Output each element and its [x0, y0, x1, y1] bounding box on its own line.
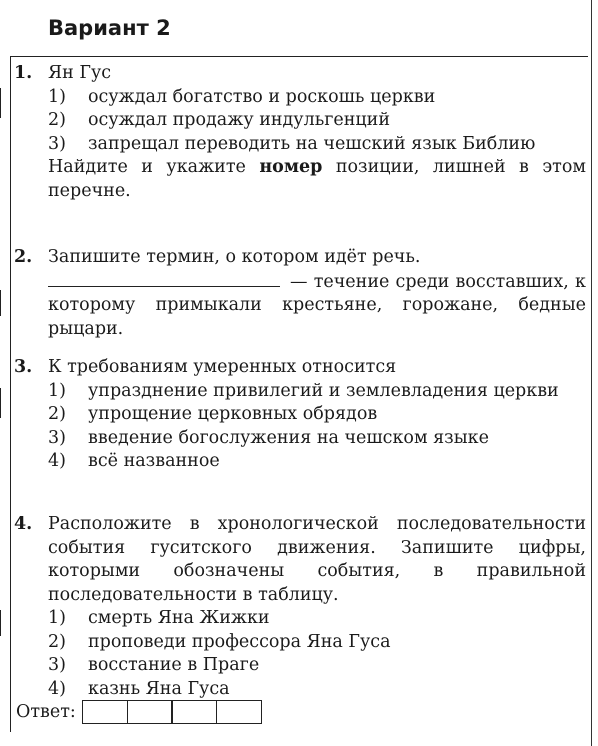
option-1	[48, 86, 586, 110]
option-text: упразднение привилегий и землевладения церкви	[88, 380, 559, 401]
option-4	[48, 678, 586, 702]
question-number: 4.	[14, 514, 33, 534]
answer-grid	[84, 700, 262, 724]
answer-label: Ответ:	[16, 702, 76, 722]
instruction-text: позиции, лишней в этом перечне.	[48, 157, 586, 201]
instruction-emphasis: номер	[259, 157, 323, 177]
option-number: 3)	[48, 133, 66, 154]
question-number: 1.	[14, 63, 33, 83]
option-text: всё названное	[88, 451, 220, 471]
option-number: 2)	[48, 631, 66, 652]
margin-tick	[0, 388, 1, 418]
option-text: казнь Яна Гуса	[88, 678, 230, 699]
option-number: 1)	[48, 608, 66, 628]
option-3	[48, 654, 586, 678]
option-3	[48, 427, 586, 451]
question-stem: Расположите в хронологической последовательности события гуситского движения. Запишите цифры, которыми обозначены события, в правильной последовательности в таблицу.	[48, 514, 586, 605]
option-number: 1)	[48, 86, 66, 107]
option-number: 1)	[48, 380, 66, 401]
definition-text: — течение среди восставших, к которому примыкали крестьяне, горожане, бедные рыцари.	[48, 271, 586, 339]
answer-cell[interactable]	[82, 700, 128, 724]
option-1	[48, 607, 586, 631]
option-text: упрощение церковных обрядов	[88, 404, 378, 424]
question-stem: Ян Гус	[48, 63, 112, 83]
option-number: 2)	[48, 110, 66, 130]
answer-cell[interactable]	[171, 700, 217, 724]
option-4	[48, 450, 586, 474]
margin-tick	[0, 610, 1, 636]
option-number: 3)	[48, 655, 66, 675]
option-2	[48, 631, 586, 655]
frame-top-border	[10, 56, 588, 57]
option-number: 4)	[48, 678, 66, 699]
answer-cell[interactable]	[216, 700, 262, 724]
option-text: проповеди профессора Яна Гуса	[88, 631, 391, 652]
margin-tick	[0, 88, 1, 118]
option-2	[48, 403, 586, 427]
option-text: осуждал продажу индульгенций	[88, 110, 391, 130]
question-stem: Запишите термин, о котором идёт речь.	[48, 247, 421, 267]
option-text: введение богослужения на чешском языке	[88, 427, 489, 448]
answer-cell[interactable]	[127, 700, 173, 724]
option-number: 3)	[48, 427, 66, 448]
frame-left-border	[10, 56, 11, 732]
question-number: 2.	[14, 247, 33, 267]
term-definition	[48, 270, 586, 342]
question-instruction	[48, 156, 586, 203]
option-number: 4)	[48, 451, 66, 471]
option-text: смерть Яна Жижки	[88, 608, 270, 628]
answer-row	[16, 700, 262, 724]
frame-right-border	[591, 0, 592, 746]
question-stem: К требованиям умеренных относится	[48, 357, 397, 377]
option-text: запрещал переводить на чешский язык Библию	[88, 133, 536, 154]
option-2	[48, 109, 586, 133]
option-text: осуждал богатство и роскошь церкви	[88, 86, 436, 107]
option-number: 2)	[48, 404, 66, 424]
instruction-text: Найдите и укажите	[48, 157, 260, 177]
answer-blank-line[interactable]	[48, 270, 280, 287]
margin-tick	[0, 290, 1, 316]
variant-heading: Вариант 2	[48, 16, 171, 40]
option-3	[48, 133, 586, 157]
question-number: 3.	[14, 357, 33, 377]
option-text: восстание в Праге	[88, 655, 260, 675]
option-1	[48, 380, 586, 404]
